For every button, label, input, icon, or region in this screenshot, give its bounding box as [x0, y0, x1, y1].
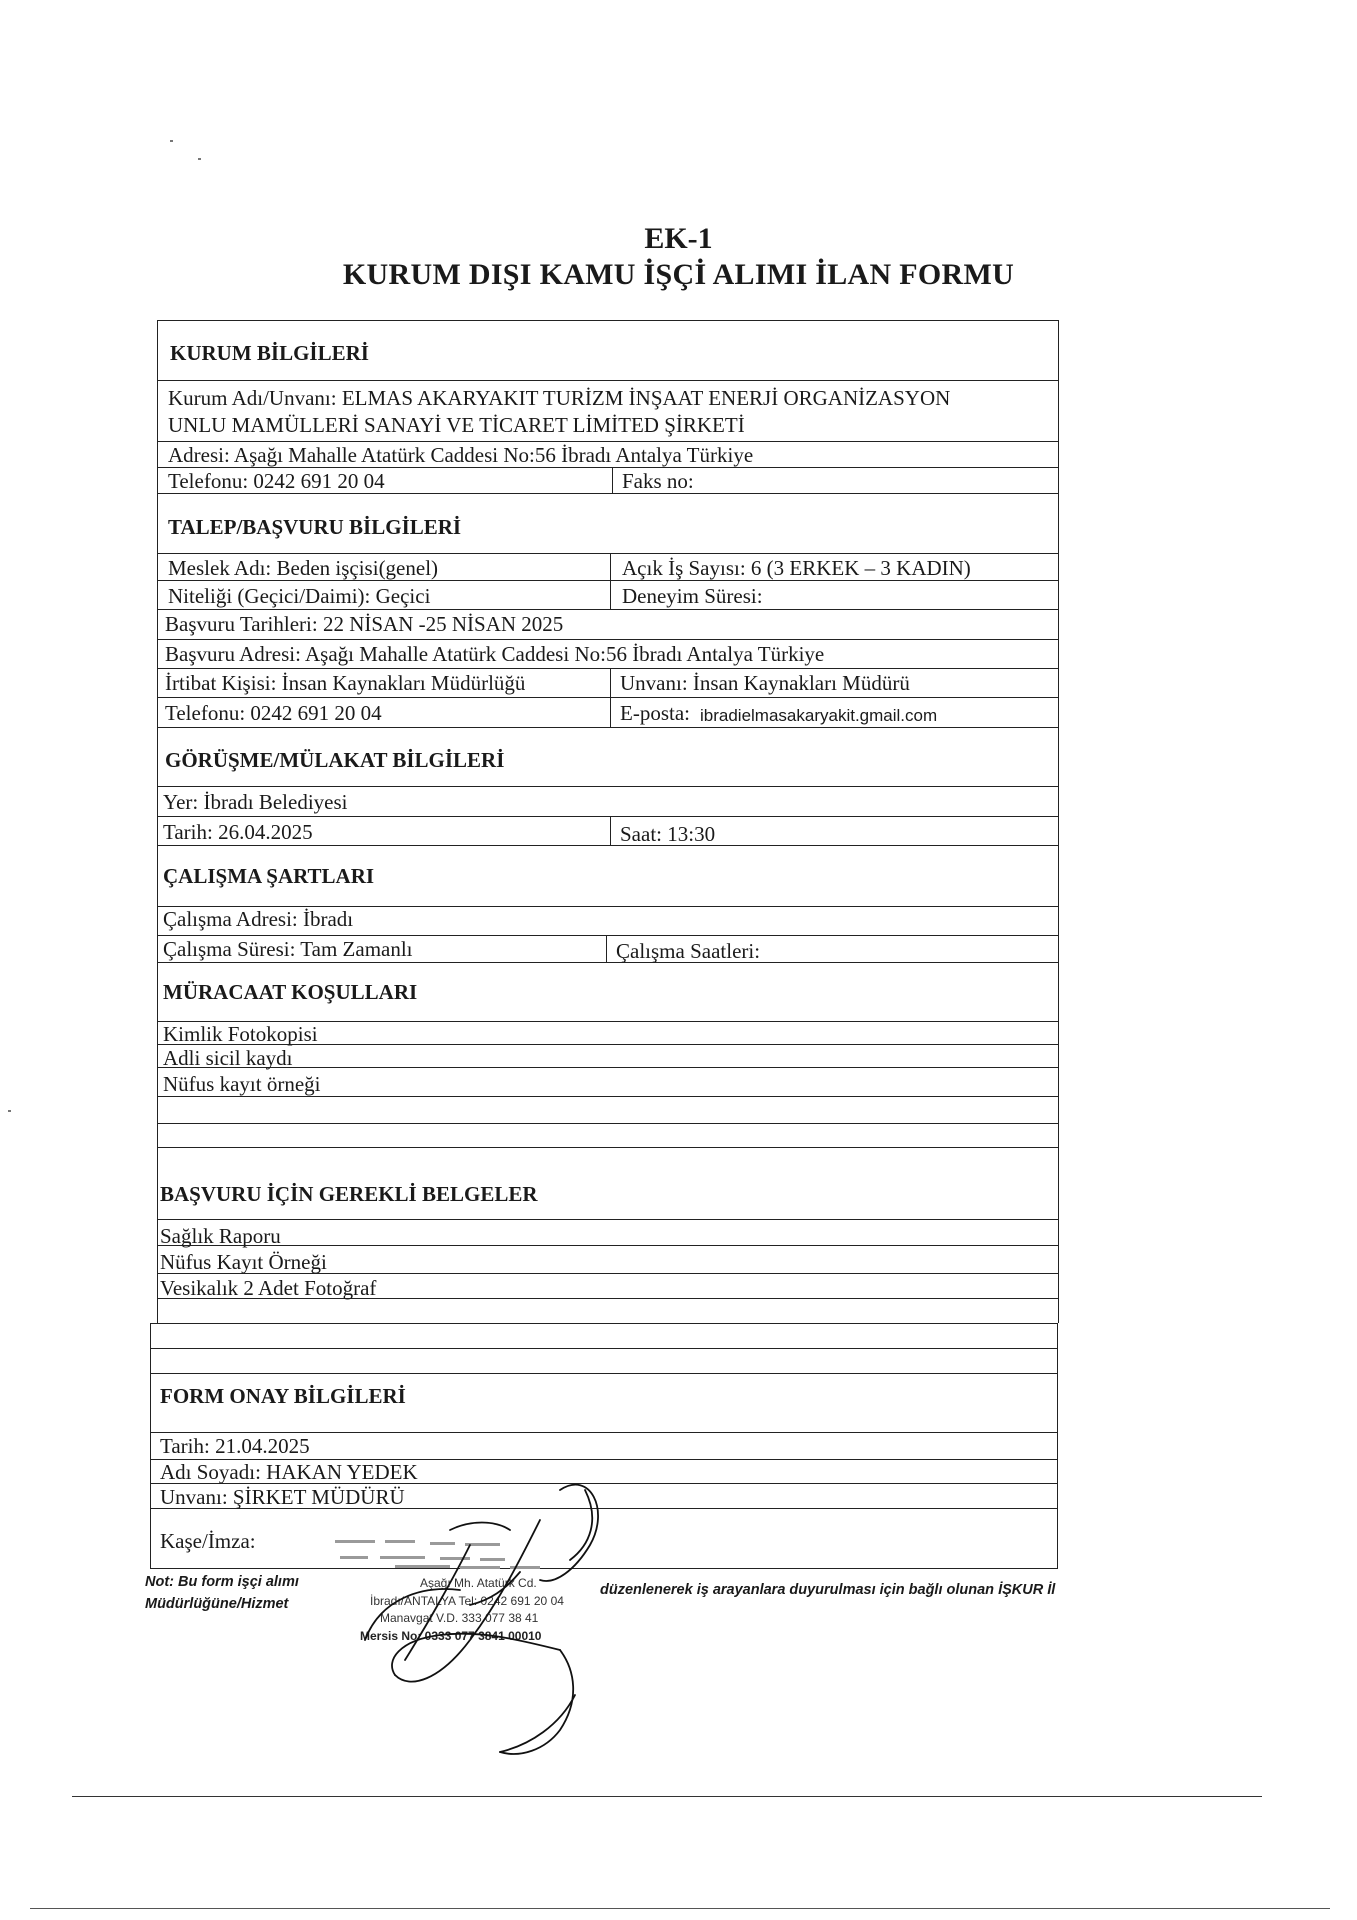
section-heading-gorusme: GÖRÜŞME/MÜLAKAT BİLGİLERİ	[165, 748, 505, 772]
muracaat-item: Kimlik Fotokopisi	[163, 1022, 318, 1046]
muracaat-item: Adli sicil kaydı	[163, 1046, 293, 1070]
talep-unvan: Unvanı: İnsan Kaynakları Müdürü	[620, 671, 910, 695]
section-heading-belgeler: BAŞVURU İÇİN GEREKLİ BELGELER	[160, 1182, 538, 1206]
onay-kase: Kaşe/İmza:	[160, 1529, 256, 1553]
gorusme-yer: Yer: İbradı Belediyesi	[163, 790, 348, 814]
section-heading-calisma: ÇALIŞMA ŞARTLARI	[163, 864, 375, 888]
talep-telefon: Telefonu: 0242 691 20 04	[165, 701, 382, 725]
talep-nitelik: Niteliği (Geçici/Daimi): Geçici	[168, 584, 431, 608]
kurum-fax: Faks no:	[622, 469, 694, 493]
bottom-rule	[72, 1796, 1262, 1797]
scan-speck	[8, 1110, 11, 1112]
section-heading-kurum: KURUM BİLGİLERİ	[170, 341, 369, 365]
section-heading-onay: FORM ONAY BİLGİLERİ	[160, 1384, 406, 1408]
talep-deneyim: Deneyim Süresi:	[622, 584, 763, 608]
belgeler-item: Vesikalık 2 Adet Fotoğraf	[160, 1276, 377, 1300]
section-heading-talep: TALEP/BAŞVURU BİLGİLERİ	[168, 515, 462, 539]
footnote-line1b: düzenlenerek iş arayanlara duyurulması için bağlı olunan İŞKUR İl	[600, 1582, 1056, 1598]
footnote-line2a: Müdürlüğüne/Hizmet	[145, 1596, 289, 1612]
scan-edge-line	[30, 1908, 1330, 1909]
kurum-name-line2: UNLU MAMÜLLERİ SANAYİ VE TİCARET LİMİTED ŞİRKETİ	[168, 413, 745, 437]
form-code: EK-1	[644, 222, 713, 255]
calisma-saatler: Çalışma Saatleri:	[616, 939, 761, 963]
kurum-address: Adresi: Aşağı Mahalle Atatürk Caddesi No:56 İbradı Antalya Türkiye	[168, 443, 754, 467]
talep-irtibat: İrtibat Kişisi: İnsan Kaynakları Müdürlüğü	[165, 671, 526, 695]
section-heading-muracaat: MÜRACAAT KOŞULLARI	[163, 980, 418, 1004]
scan-speck	[198, 158, 201, 160]
talep-tarihler: Başvuru Tarihleri: 22 NİSAN -25 NİSAN 2025	[165, 612, 564, 636]
calisma-sure: Çalışma Süresi: Tam Zamanlı	[163, 937, 413, 961]
stamp-line: Manavgat V.D. 333 077 38 41	[380, 1611, 539, 1625]
talep-meslek: Meslek Adı: Beden işçisi(genel)	[168, 556, 439, 580]
onay-tarih: Tarih: 21.04.2025	[160, 1434, 310, 1458]
calisma-adres: Çalışma Adresi: İbradı	[163, 907, 354, 931]
talep-eposta-label: E-posta:	[620, 701, 690, 725]
talep-acik-is: Açık İş Sayısı: 6 (3 ERKEK – 3 KADIN)	[622, 556, 971, 580]
stamp-texture	[335, 1540, 540, 1569]
kurum-phone: Telefonu: 0242 691 20 04	[168, 469, 385, 493]
belgeler-item: Nüfus Kayıt Örneği	[160, 1250, 327, 1274]
stamp-line: Mersis No: 0333 077 3841 00010	[360, 1629, 542, 1643]
gorusme-tarih: Tarih: 26.04.2025	[163, 820, 313, 844]
footnote-line1a: Not: Bu form işçi alımı	[145, 1574, 299, 1590]
belgeler-item: Sağlık Raporu	[160, 1224, 281, 1248]
muracaat-item: Nüfus kayıt örneği	[163, 1072, 321, 1096]
onay-adi: Adı Soyadı: HAKAN YEDEK	[160, 1460, 418, 1484]
talep-adres: Başvuru Adresi: Aşağı Mahalle Atatürk Caddesi No:56 İbradı Antalya Türkiye	[165, 642, 825, 666]
scan-speck	[170, 140, 173, 142]
stamp-line: İbradı/ANTALYA Tel: 0242 691 20 04	[370, 1594, 564, 1608]
onay-unvan: Unvanı: ŞİRKET MÜDÜRÜ	[160, 1485, 405, 1509]
kurum-name-line1: Kurum Adı/Unvanı: ELMAS AKARYAKIT TURİZM İNŞAAT ENERJİ ORGANİZASYON	[168, 386, 951, 410]
gorusme-saat: Saat: 13:30	[620, 822, 716, 846]
talep-eposta-value: ibradielmasakaryakit.gmail.com	[700, 706, 938, 725]
stamp-line: Aşağı Mh. Atatürk Cd.	[420, 1576, 537, 1590]
form-title: KURUM DIŞI KAMU İŞÇİ ALIMI İLAN FORMU	[342, 258, 1015, 291]
